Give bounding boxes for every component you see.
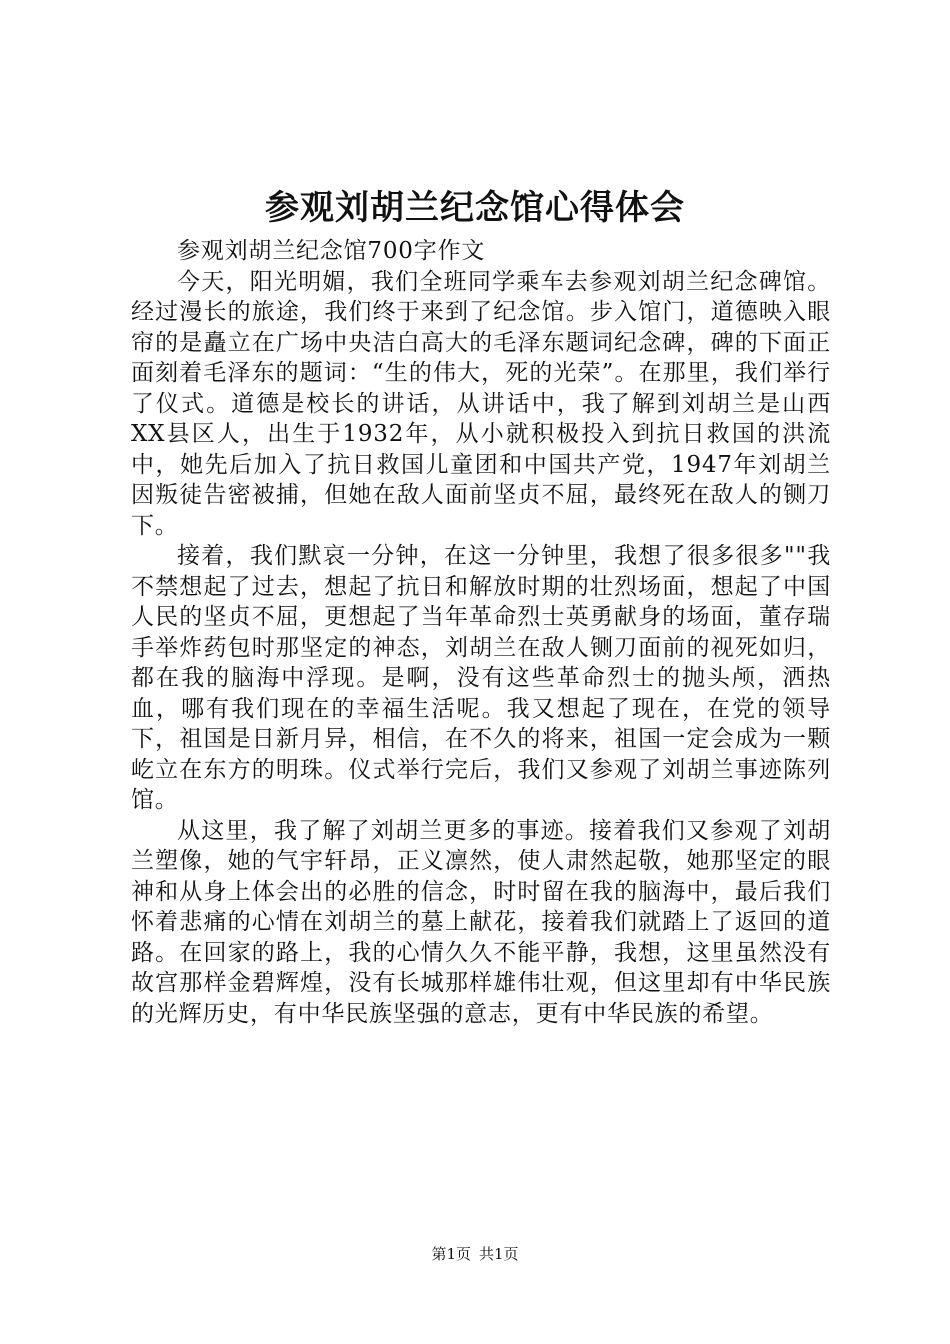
paragraph-3: 从这里，我了解了刘胡兰更多的事迹。接着我们又参观了刘胡兰塑像，她的气宇轩昂，正义凛然，使人肃然起敬，她那坚定的眼神和从身上体会出的必胜的信念，时时留在我的脑海中，最后我们怀着悲痛的心情在刘胡兰的墓上献花，接着我们就踏上了返回的道路。在回家的路上，我的心情久久不能平静，我想，这里虽然没有故宫那样金碧辉煌，没有长城那样雄伟壮观，但这里却有中华民族的光辉历史，有中华民族坚强的意志，更有中华民族的希望。 xyxy=(131,817,831,1027)
paragraph-1: 今天，阳光明媚，我们全班同学乘车去参观刘胡兰纪念碑馆。经过漫长的旅途，我们终于来到了纪念馆。步入馆门，道德映入眼帘的是矗立在广场中央洁白高大的毛泽东题词纪念碑，碑的下面正面刻着毛泽东的题词：“生的伟大，死的光荣”。在那里，我们举行了仪式。道德是校长的讲话，从讲话中，我了解到刘胡兰是山西XX县区人，出生于1932年，从小就积极投入到抗日救国的洪流中，她先后加入了抗日救国儿童团和中国共产党，1947年刘胡兰因叛徒告密被捕，但她在敌人面前坚贞不屈，最终死在敌人的铡刀下。 xyxy=(131,268,831,539)
paragraph-2: 接着，我们默哀一分钟，在这一分钟里，我想了很多很多""我不禁想起了过去，想起了抗日和解放时期的壮烈场面，想起了中国人民的坚贞不屈，更想起了当年革命烈士英勇献身的场面，董存瑞手举炸药包时那坚定的神态，刘胡兰在敌人铡刀面前的视死如归，都在我的脑海中浮现。是啊，没有这些革命烈士的抛头颅，洒热血，哪有我们现在的幸福生活呢。我又想起了现在，在党的领导下，祖国是日新月异，相信，在不久的将来，祖国一定会成为一颗屹立在东方的明珠。仪式举行完后，我们又参观了刘胡兰事迹陈列馆。 xyxy=(131,543,831,813)
document-title: 参观刘胡兰纪念馆心得体会 xyxy=(265,188,685,228)
page-footer xyxy=(0,1244,950,1264)
document-subtitle: 参观刘胡兰纪念馆700字作文 xyxy=(177,238,486,264)
document-body xyxy=(131,236,831,1029)
page-number: 第1页 xyxy=(431,1245,471,1263)
page-total: 共1页 xyxy=(479,1245,519,1263)
